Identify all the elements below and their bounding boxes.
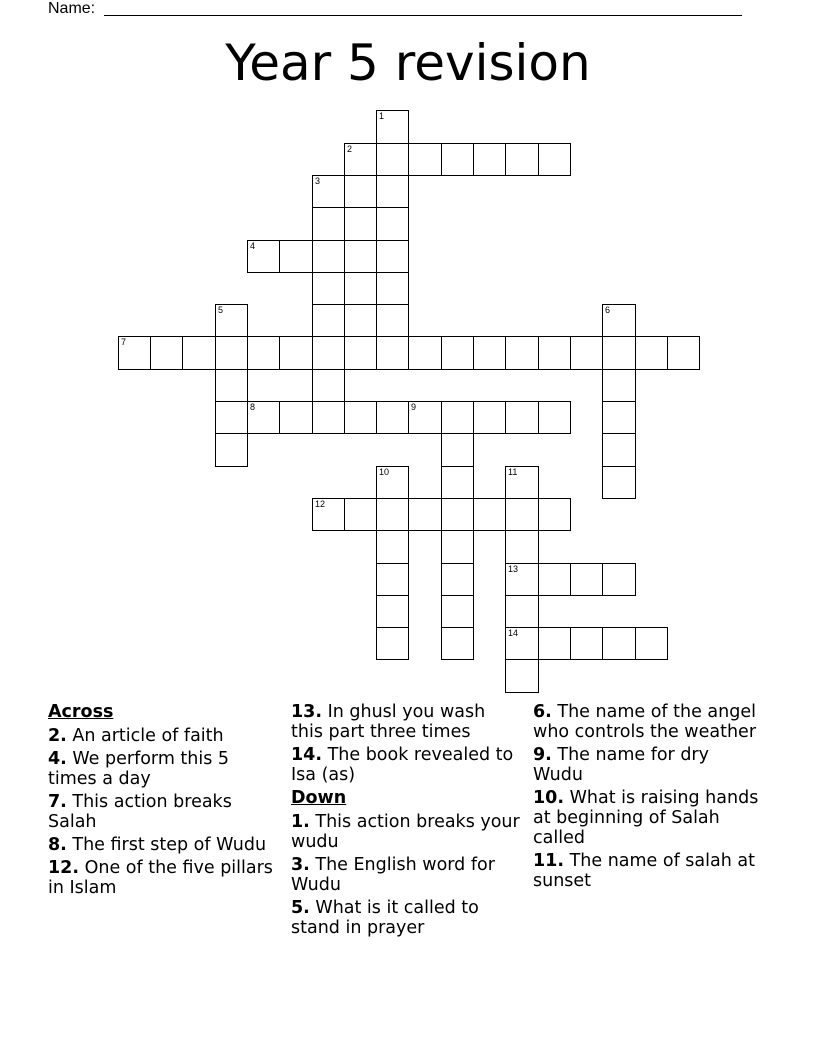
grid-cell[interactable] — [215, 336, 248, 370]
clue-number: 6 — [605, 305, 611, 315]
grid-cell[interactable] — [279, 401, 313, 434]
clue-item — [533, 745, 763, 785]
grid-cell[interactable] — [538, 498, 571, 531]
grid-cell[interactable] — [602, 466, 636, 499]
clue-number: 7 — [121, 337, 127, 347]
clue-text: In ghusl you wash this part three times — [291, 702, 486, 742]
clues-column-3 — [533, 702, 763, 894]
grid-cell[interactable] — [376, 595, 409, 628]
grid-cell[interactable] — [279, 336, 313, 370]
grid-cell[interactable] — [602, 627, 636, 660]
grid-cell[interactable] — [312, 336, 345, 370]
grid-cell[interactable] — [215, 304, 248, 337]
clue-number: 9 — [411, 402, 417, 412]
clue-number-label: 2. — [48, 726, 67, 746]
clue-item — [48, 749, 278, 789]
clue-text: One of the five pillars in Islam — [48, 858, 273, 898]
down-heading: Down — [291, 788, 347, 808]
grid-cell[interactable] — [344, 207, 377, 241]
clue-number-label: 14. — [291, 745, 323, 765]
clue-item — [533, 788, 763, 848]
clue-number-label: 5. — [291, 898, 310, 918]
clue-number: 13 — [508, 564, 519, 574]
grid-cell[interactable] — [312, 272, 345, 305]
clue-number: 5 — [218, 305, 224, 315]
clue-number: 14 — [508, 628, 519, 638]
grid-cell[interactable] — [505, 659, 539, 693]
grid-cell[interactable] — [505, 627, 539, 660]
grid-cell[interactable] — [441, 563, 474, 596]
grid-cell[interactable] — [312, 498, 345, 531]
grid-cell[interactable] — [505, 563, 539, 596]
clue-text: The name for dry Wudu — [533, 745, 709, 785]
grid-cell[interactable] — [344, 175, 377, 208]
grid-cell[interactable] — [247, 336, 280, 370]
grid-cell[interactable] — [312, 175, 345, 208]
grid-cell[interactable] — [441, 595, 474, 628]
grid-cell[interactable] — [344, 240, 377, 273]
grid-cell[interactable] — [505, 595, 539, 628]
grid-cell[interactable] — [602, 401, 636, 434]
grid-cell[interactable] — [441, 401, 474, 434]
grid-cell[interactable] — [473, 498, 506, 531]
grid-cell[interactable] — [473, 401, 506, 434]
clue-text: The English word for Wudu — [291, 855, 495, 895]
clue-text: What is it called to stand in prayer — [291, 898, 479, 938]
grid-cell[interactable] — [312, 304, 345, 337]
clue-text: An article of faith — [66, 726, 224, 746]
grid-cell[interactable] — [344, 143, 377, 176]
grid-cell[interactable] — [312, 207, 345, 241]
grid-cell[interactable] — [376, 207, 409, 241]
grid-cell[interactable] — [312, 369, 345, 402]
page-title: Year 5 revision — [225, 34, 591, 92]
clue-text: We perform this 5 times a day — [48, 749, 230, 789]
clue-number: 2 — [347, 144, 353, 154]
grid-cell[interactable] — [279, 240, 313, 273]
grid-cell[interactable] — [376, 627, 409, 660]
grid-cell[interactable] — [602, 336, 636, 370]
grid-cell[interactable] — [473, 143, 506, 176]
grid-cell[interactable] — [538, 563, 571, 596]
clue-text: What is raising hands at beginning of Salah called — [533, 788, 759, 848]
grid-cell[interactable] — [635, 627, 668, 660]
grid-cell[interactable] — [344, 498, 377, 531]
clue-number: 3 — [315, 176, 321, 186]
grid-cell[interactable] — [570, 627, 603, 660]
grid-cell[interactable] — [215, 401, 248, 434]
clue-number: 4 — [250, 241, 256, 251]
clue-item — [533, 851, 763, 891]
grid-cell[interactable] — [215, 433, 248, 467]
clue-item — [291, 855, 521, 895]
grid-cell[interactable] — [118, 336, 151, 370]
clue-text: The first step of Wudu — [66, 835, 267, 855]
grid-cell[interactable] — [505, 530, 539, 564]
grid-cell[interactable] — [667, 336, 700, 370]
grid-cell[interactable] — [602, 304, 636, 337]
grid-cell[interactable] — [408, 401, 442, 434]
clue-number-label: 7. — [48, 792, 67, 812]
clues-column-1 — [48, 702, 278, 901]
grid-cell[interactable] — [538, 627, 571, 660]
clue-text: The name of the angel who controls the weather — [533, 702, 757, 742]
grid-cell[interactable] — [312, 240, 345, 273]
grid-cell[interactable] — [376, 272, 409, 305]
grid-cell[interactable] — [376, 143, 409, 176]
across-heading: Across — [48, 702, 114, 722]
clue-item — [291, 702, 521, 742]
grid-cell[interactable] — [408, 336, 442, 370]
clue-text: This action breaks Salah — [48, 792, 232, 832]
clue-number-label: 10. — [533, 788, 565, 808]
clue-number-label: 6. — [533, 702, 552, 722]
grid-cell[interactable] — [441, 530, 474, 564]
grid-cell[interactable] — [570, 563, 603, 596]
clue-number-label: 13. — [291, 702, 323, 722]
grid-cell[interactable] — [441, 498, 474, 531]
clue-number-label: 9. — [533, 745, 552, 765]
clue-number-label: 4. — [48, 749, 67, 769]
grid-cell[interactable] — [376, 530, 409, 564]
clues-column-2 — [291, 702, 521, 941]
grid-cell[interactable] — [247, 401, 280, 434]
clue-text: This action breaks your wudu — [291, 812, 520, 852]
grid-cell[interactable] — [312, 401, 345, 434]
grid-cell[interactable] — [602, 369, 636, 402]
clue-text: The name of salah at sunset — [533, 851, 755, 891]
grid-cell[interactable] — [505, 336, 539, 370]
clue-number-label: 1. — [291, 812, 310, 832]
grid-cell[interactable] — [408, 143, 442, 176]
grid-cell[interactable] — [635, 336, 668, 370]
grid-cell[interactable] — [408, 498, 442, 531]
grid-cell[interactable] — [473, 336, 506, 370]
grid-cell[interactable] — [344, 272, 377, 305]
grid-cell[interactable] — [182, 336, 216, 370]
grid-cell[interactable] — [538, 336, 571, 370]
grid-cell[interactable] — [538, 143, 571, 176]
grid-cell[interactable] — [441, 143, 474, 176]
grid-cell[interactable] — [505, 143, 539, 176]
grid-cell[interactable] — [376, 240, 409, 273]
grid-cell[interactable] — [344, 304, 377, 337]
name-label: Name: — [48, 0, 96, 17]
grid-cell[interactable] — [505, 401, 539, 434]
grid-cell[interactable] — [441, 336, 474, 370]
grid-cell[interactable] — [538, 401, 571, 434]
clue-number: 1 — [379, 111, 385, 121]
clue-item — [533, 702, 763, 742]
grid-cell[interactable] — [505, 498, 539, 531]
grid-cell[interactable] — [376, 466, 409, 499]
clue-item — [48, 858, 278, 898]
clue-item — [291, 898, 521, 938]
grid-cell[interactable] — [376, 563, 409, 596]
grid-cell[interactable] — [505, 466, 539, 499]
clue-number: 11 — [508, 467, 518, 477]
clue-item — [291, 745, 521, 785]
grid-cell[interactable] — [376, 304, 409, 337]
clue-text: The book revealed to Isa (as) — [291, 745, 514, 785]
grid-cell[interactable] — [247, 240, 280, 273]
grid-cell[interactable] — [441, 466, 474, 499]
clue-item — [48, 726, 278, 746]
clue-number: 10 — [379, 467, 390, 477]
clue-number-label: 3. — [291, 855, 310, 875]
clue-item — [48, 835, 278, 855]
clue-number: 12 — [315, 499, 326, 509]
clue-item — [291, 812, 521, 852]
grid-cell[interactable] — [344, 401, 377, 434]
grid-cell[interactable] — [570, 336, 603, 370]
grid-cell[interactable] — [441, 627, 474, 660]
grid-cell[interactable] — [376, 336, 409, 370]
grid-cell[interactable] — [441, 433, 474, 467]
clue-item — [48, 792, 278, 832]
grid-cell[interactable] — [344, 336, 377, 370]
clue-number-label: 12. — [48, 858, 80, 878]
grid-cell[interactable] — [150, 336, 183, 370]
grid-cell[interactable] — [376, 498, 409, 531]
grid-cell[interactable] — [376, 401, 409, 434]
grid-cell[interactable] — [602, 433, 636, 467]
clue-number-label: 11. — [533, 851, 565, 871]
clue-number: 8 — [250, 402, 256, 412]
grid-cell[interactable] — [376, 175, 409, 208]
grid-cell[interactable] — [215, 369, 248, 402]
grid-cell[interactable] — [376, 110, 409, 144]
clue-number-label: 8. — [48, 835, 67, 855]
grid-cell[interactable] — [602, 563, 636, 596]
